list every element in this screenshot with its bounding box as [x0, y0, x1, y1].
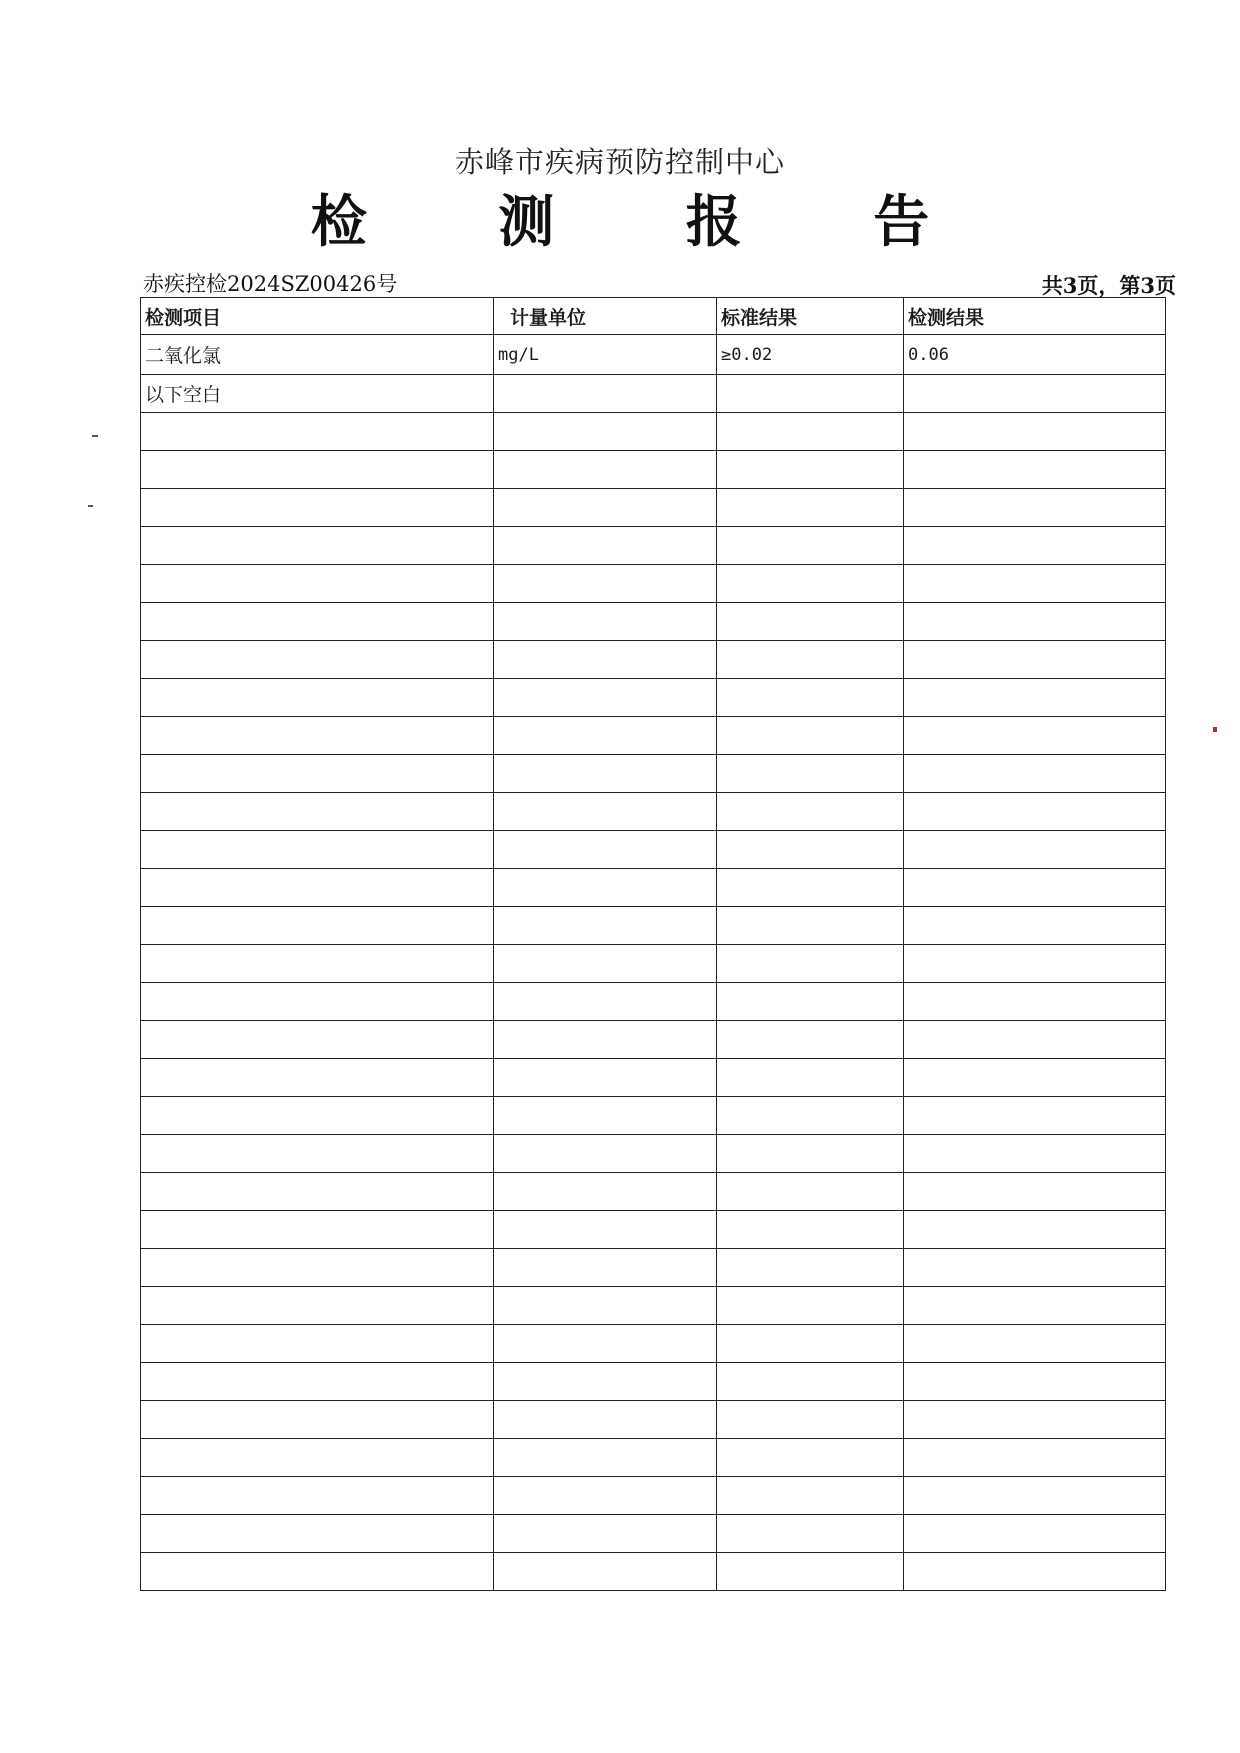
table-row — [141, 375, 1166, 413]
empty-cell — [494, 451, 717, 489]
table-row-blank — [141, 1515, 1166, 1553]
empty-cell — [141, 603, 494, 641]
empty-cell — [494, 945, 717, 983]
empty-cell — [494, 755, 717, 793]
table-row-blank — [141, 1135, 1166, 1173]
empty-cell — [904, 869, 1166, 907]
empty-cell — [494, 1211, 717, 1249]
page-info: 共3页，第3页 — [1041, 273, 1176, 298]
empty-cell — [141, 1135, 494, 1173]
empty-cell — [717, 793, 904, 831]
empty-cell — [904, 527, 1166, 565]
empty-cell — [717, 1135, 904, 1173]
empty-cell — [717, 1097, 904, 1135]
empty-cell — [141, 907, 494, 945]
organization-name: 赤峰市疾病预防控制中心 — [454, 145, 785, 179]
cell-unit — [494, 375, 717, 413]
empty-cell — [141, 1515, 494, 1553]
table-row-blank — [141, 1059, 1166, 1097]
empty-cell — [904, 793, 1166, 831]
empty-cell — [717, 1059, 904, 1097]
empty-cell — [141, 1211, 494, 1249]
cell-standard: ≥0.02 — [717, 335, 904, 375]
table-row-blank — [141, 1021, 1166, 1059]
empty-cell — [494, 1135, 717, 1173]
empty-cell — [141, 793, 494, 831]
table-header-row — [141, 298, 1166, 335]
empty-cell — [717, 831, 904, 869]
empty-cell — [494, 1477, 717, 1515]
scan-speck — [1213, 727, 1217, 732]
empty-cell — [717, 1287, 904, 1325]
empty-cell — [494, 413, 717, 451]
scan-speck — [88, 505, 93, 507]
table-row-blank — [141, 869, 1166, 907]
empty-cell — [494, 641, 717, 679]
empty-cell — [904, 679, 1166, 717]
empty-cell — [141, 1363, 494, 1401]
table-row-blank — [141, 679, 1166, 717]
empty-cell — [494, 1021, 717, 1059]
empty-cell — [717, 641, 904, 679]
empty-cell — [717, 1325, 904, 1363]
table-row-blank — [141, 793, 1166, 831]
empty-cell — [717, 869, 904, 907]
empty-cell — [717, 755, 904, 793]
empty-cell — [717, 565, 904, 603]
empty-cell — [141, 1173, 494, 1211]
empty-cell — [717, 945, 904, 983]
empty-cell — [141, 489, 494, 527]
table-row-blank — [141, 641, 1166, 679]
cell-result — [904, 375, 1166, 413]
empty-cell — [904, 983, 1166, 1021]
empty-cell — [717, 1249, 904, 1287]
table-row-blank — [141, 1173, 1166, 1211]
empty-cell — [904, 1211, 1166, 1249]
empty-cell — [717, 717, 904, 755]
empty-cell — [717, 603, 904, 641]
table-row-blank — [141, 1553, 1166, 1591]
empty-cell — [494, 1553, 717, 1591]
empty-cell — [904, 1249, 1166, 1287]
empty-cell — [904, 907, 1166, 945]
empty-cell — [904, 1553, 1166, 1591]
empty-cell — [494, 1401, 717, 1439]
empty-cell — [717, 451, 904, 489]
empty-cell — [494, 793, 717, 831]
empty-cell — [494, 1287, 717, 1325]
empty-cell — [141, 983, 494, 1021]
empty-cell — [904, 1135, 1166, 1173]
table-row-blank — [141, 527, 1166, 565]
empty-cell — [904, 1325, 1166, 1363]
table-row-blank — [141, 1287, 1166, 1325]
empty-cell — [494, 717, 717, 755]
empty-cell — [904, 641, 1166, 679]
table-row-blank — [141, 717, 1166, 755]
results-table — [140, 297, 1166, 1591]
empty-cell — [904, 1173, 1166, 1211]
empty-cell — [141, 1401, 494, 1439]
table-row-blank — [141, 1097, 1166, 1135]
empty-cell — [141, 717, 494, 755]
table-row-blank — [141, 451, 1166, 489]
table-row-blank — [141, 1211, 1166, 1249]
report-title: 检 测 报 告 — [310, 189, 986, 255]
empty-cell — [904, 1363, 1166, 1401]
empty-cell — [904, 1059, 1166, 1097]
column-header-unit: 计量单位 — [494, 298, 717, 335]
table-row-blank — [141, 489, 1166, 527]
empty-cell — [904, 945, 1166, 983]
empty-cell — [141, 527, 494, 565]
empty-cell — [141, 679, 494, 717]
empty-cell — [494, 1059, 717, 1097]
empty-cell — [494, 1325, 717, 1363]
empty-cell — [717, 1401, 904, 1439]
empty-cell — [904, 717, 1166, 755]
table-row-blank — [141, 413, 1166, 451]
table-row — [141, 335, 1166, 375]
empty-cell — [494, 527, 717, 565]
empty-cell — [494, 1439, 717, 1477]
empty-cell — [141, 1059, 494, 1097]
cell-test-item: 二氧化氯 — [141, 335, 494, 375]
empty-cell — [494, 1173, 717, 1211]
empty-cell — [141, 413, 494, 451]
empty-cell — [904, 831, 1166, 869]
empty-cell — [717, 413, 904, 451]
empty-cell — [141, 1249, 494, 1287]
empty-cell — [717, 1173, 904, 1211]
table-row-blank — [141, 1249, 1166, 1287]
empty-cell — [717, 1363, 904, 1401]
empty-cell — [904, 1477, 1166, 1515]
empty-cell — [141, 565, 494, 603]
empty-cell — [141, 1287, 494, 1325]
empty-cell — [904, 603, 1166, 641]
column-header-test-item: 检测项目 — [141, 298, 494, 335]
empty-cell — [904, 1287, 1166, 1325]
table-row-blank — [141, 603, 1166, 641]
column-header-result: 检测结果 — [904, 298, 1166, 335]
empty-cell — [494, 565, 717, 603]
table-row-blank — [141, 831, 1166, 869]
empty-cell — [717, 983, 904, 1021]
empty-cell — [141, 1477, 494, 1515]
table-row-blank — [141, 1325, 1166, 1363]
empty-cell — [494, 603, 717, 641]
empty-cell — [494, 679, 717, 717]
empty-cell — [494, 1363, 717, 1401]
empty-cell — [717, 679, 904, 717]
table-row-blank — [141, 1363, 1166, 1401]
empty-cell — [904, 1021, 1166, 1059]
empty-cell — [141, 1021, 494, 1059]
empty-cell — [717, 907, 904, 945]
cell-result: 0.06 — [904, 335, 1166, 375]
empty-cell — [141, 1439, 494, 1477]
empty-cell — [904, 413, 1166, 451]
table-row-blank — [141, 755, 1166, 793]
table-row-blank — [141, 983, 1166, 1021]
empty-cell — [141, 641, 494, 679]
table-row-blank — [141, 1401, 1166, 1439]
empty-cell — [717, 1477, 904, 1515]
empty-cell — [717, 1211, 904, 1249]
cell-standard — [717, 375, 904, 413]
empty-cell — [141, 869, 494, 907]
report-number: 赤疾控检2024SZ00426号 — [143, 272, 398, 296]
table-row-blank — [141, 1439, 1166, 1477]
empty-cell — [904, 451, 1166, 489]
empty-cell — [494, 983, 717, 1021]
empty-cell — [904, 1515, 1166, 1553]
empty-cell — [904, 1401, 1166, 1439]
scan-speck — [92, 435, 98, 437]
empty-cell — [141, 1097, 494, 1135]
table-row-blank — [141, 1477, 1166, 1515]
empty-cell — [717, 1021, 904, 1059]
empty-cell — [141, 1325, 494, 1363]
empty-cell — [904, 489, 1166, 527]
empty-cell — [904, 565, 1166, 603]
empty-cell — [717, 489, 904, 527]
empty-cell — [494, 1249, 717, 1287]
empty-cell — [717, 1553, 904, 1591]
empty-cell — [141, 831, 494, 869]
empty-cell — [141, 1553, 494, 1591]
empty-cell — [141, 451, 494, 489]
empty-cell — [717, 527, 904, 565]
empty-cell — [904, 1097, 1166, 1135]
table-row-blank — [141, 945, 1166, 983]
empty-cell — [141, 945, 494, 983]
empty-cell — [494, 831, 717, 869]
column-header-standard: 标准结果 — [717, 298, 904, 335]
empty-cell — [904, 755, 1166, 793]
cell-unit: mg/L — [494, 335, 717, 375]
table-row-blank — [141, 565, 1166, 603]
empty-cell — [494, 907, 717, 945]
empty-cell — [717, 1515, 904, 1553]
empty-cell — [717, 1439, 904, 1477]
empty-cell — [494, 869, 717, 907]
empty-cell — [904, 1439, 1166, 1477]
empty-cell — [494, 1097, 717, 1135]
empty-cell — [494, 1515, 717, 1553]
cell-test-item: 以下空白 — [141, 375, 494, 413]
empty-cell — [494, 489, 717, 527]
empty-cell — [141, 755, 494, 793]
table-row-blank — [141, 907, 1166, 945]
